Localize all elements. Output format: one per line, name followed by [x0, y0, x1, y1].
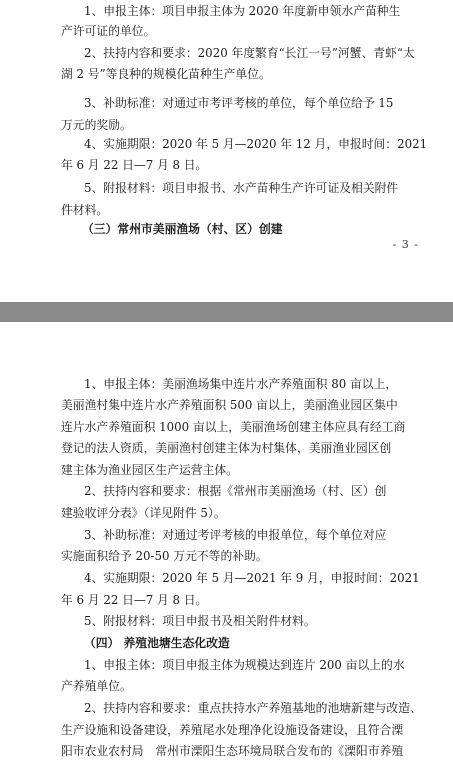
text-line: 1、申报主体：项目申报主体为 2020 年度新申领水产苗种生 — [84, 4, 401, 18]
text-line: 2、扶持内容和要求：根据《常州市美丽渔场（村、区）创 — [84, 484, 387, 498]
page-number: - 3 - — [392, 238, 419, 251]
text-line: 3、补助标准：对通过市考评考核的单位，每个单位给予 15 — [84, 96, 394, 110]
text-line: 阳市农业农村局 常州市溧阳生态环境局联合发布的《溧阳市养殖 — [61, 744, 404, 758]
text-line: 3、补助标准：对通过考评考核的申报单位，每个单位对应 — [84, 528, 387, 542]
text-line: 万元的奖励。 — [61, 118, 132, 132]
section-heading: （三）常州市美丽渔场（村、区）创建 — [82, 222, 283, 236]
text-line: 连片水产养殖面积 1000 亩以上，美丽渔场创建主体应具有经工商 — [61, 420, 406, 434]
page-separator — [0, 302, 453, 322]
text-line: 年 6 月 22 日—7 月 8 日。 — [61, 158, 208, 172]
text-line: 产养殖单位。 — [61, 679, 132, 693]
text-line: 1、申报主体：项目申报主体为规模达到连片 200 亩以上的水 — [84, 658, 405, 672]
section-heading: （四） 养殖池塘生态化改造 — [84, 636, 230, 650]
text-line: 湖 2 号”等良种的规模化苗种生产单位。 — [61, 67, 271, 81]
text-line: 登记的法人资质，美丽渔村创建主体为村集体，美丽渔业园区创 — [61, 441, 392, 455]
text-line: 生产设施和设备建设，养殖尾水处理净化设施设备建设，且符合溧 — [61, 723, 404, 737]
text-line: 产许可证的单位。 — [61, 24, 156, 38]
text-line: 4、实施期限：2020 年 5 月—2020 年 12 月，申报时间：2021 — [84, 137, 428, 151]
text-line: 建主体为渔业园区生产运营主体。 — [61, 463, 238, 477]
text-line: 建验收评分表》（详见附件 5）。 — [61, 506, 226, 520]
document-page-3 — [0, 0, 453, 302]
text-line: 件材料。 — [61, 203, 109, 217]
text-line: 2、扶持内容和要求：重点扶持水产养殖基地的池塘新建与改造、 — [84, 701, 422, 715]
text-line: 1、申报主体：美丽渔场集中连片水产养殖面积 80 亩以上， — [84, 377, 398, 391]
text-line: 2、扶持内容和要求：2020 年度繁育“长江一号”河蟹、青虾“太 — [84, 46, 415, 60]
document-page-4 — [0, 322, 453, 779]
text-line: 5、附报材料：项目申报书及相关附件材料。 — [84, 614, 316, 628]
text-line: 美丽渔村集中连片水产养殖面积 500 亩以上，美丽渔业园区集中 — [61, 398, 398, 412]
text-line: 年 6 月 22 日—7 月 8 日。 — [61, 593, 208, 607]
text-line: 4、实施期限：2020 年 5 月—2021 年 9 月，申报时间：2021 — [84, 571, 420, 585]
text-line: 实施面积给予 20-50 万元不等的补助。 — [61, 549, 268, 563]
text-line: 5、附报材料：项目申报书、水产苗种生产许可证及相关附件 — [84, 181, 399, 195]
